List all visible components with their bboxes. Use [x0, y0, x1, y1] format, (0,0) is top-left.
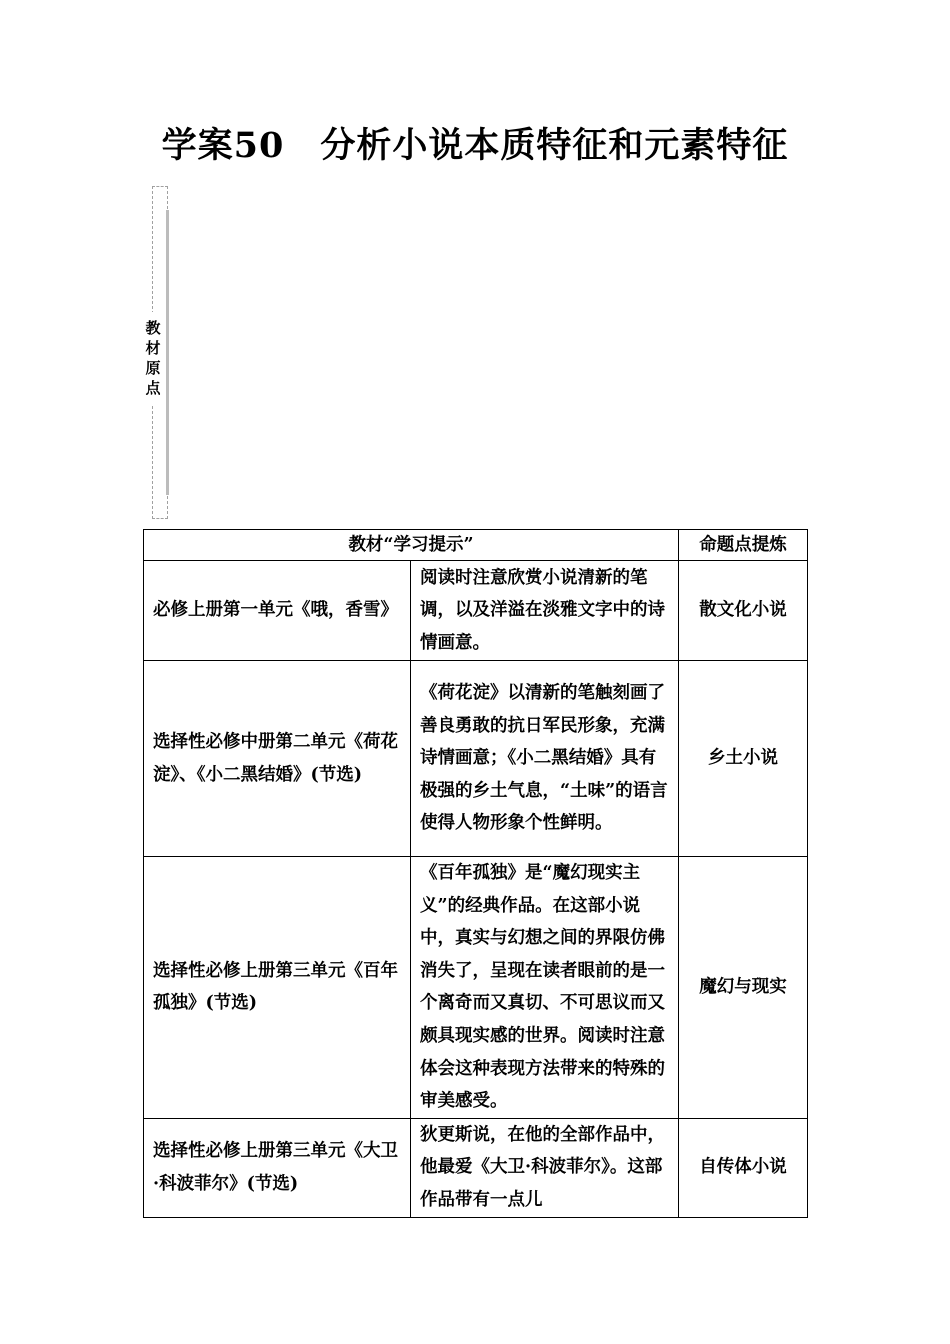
- table-row: [144, 661, 808, 857]
- table-row: [144, 1118, 808, 1217]
- row-hint: 《百年孤独》是“魔幻现实主义”的经典作品。在这部小说中，真实与幻想之间的界限仿佛消失了，呈现在读者眼前的是一个离奇而又真切、不可思议而又颇具现实感的世界。阅读时注意体会这种表现方法带来的特殊的审美感受。: [411, 857, 679, 1119]
- row-point: 乡土小说: [679, 661, 808, 857]
- row-point: 自传体小说: [679, 1118, 808, 1217]
- side-label: 教材原点: [143, 312, 163, 404]
- side-bar: [166, 210, 169, 495]
- header-hint: 教材“学习提示”: [144, 530, 679, 561]
- row-hint: 狄更斯说，在他的全部作品中，他最爱《大卫·科波菲尔》。这部作品带有一点儿: [411, 1118, 679, 1217]
- table-row: [144, 857, 808, 1119]
- table-header-row: [144, 530, 808, 561]
- page-title: 学案50 分析小说本质特征和元素特征: [161, 125, 789, 166]
- row-point: 魔幻与现实: [679, 857, 808, 1119]
- row-point: 散文化小说: [679, 561, 808, 661]
- row-hint: 阅读时注意欣赏小说清新的笔调，以及洋溢在淡雅文字中的诗情画意。: [411, 561, 679, 661]
- textbook-table: [143, 529, 808, 1218]
- header-point: 命题点提炼: [679, 530, 808, 561]
- table-row: [144, 561, 808, 661]
- row-source: 必修上册第一单元《哦，香雪》: [144, 561, 411, 661]
- row-source: 选择性必修上册第三单元《百年孤独》(节选): [144, 857, 411, 1119]
- row-hint: 《荷花淀》以清新的笔触刻画了善良勇敢的抗日军民形象，充满诗情画意；《小二黑结婚》具有极强的乡土气息，“土味”的语言使得人物形象个性鲜明。: [411, 661, 679, 857]
- row-source: 选择性必修上册第三单元《大卫·科波菲尔》(节选): [144, 1118, 411, 1217]
- row-source: 选择性必修中册第二单元《荷花淀》、《小二黑结婚》(节选): [144, 661, 411, 857]
